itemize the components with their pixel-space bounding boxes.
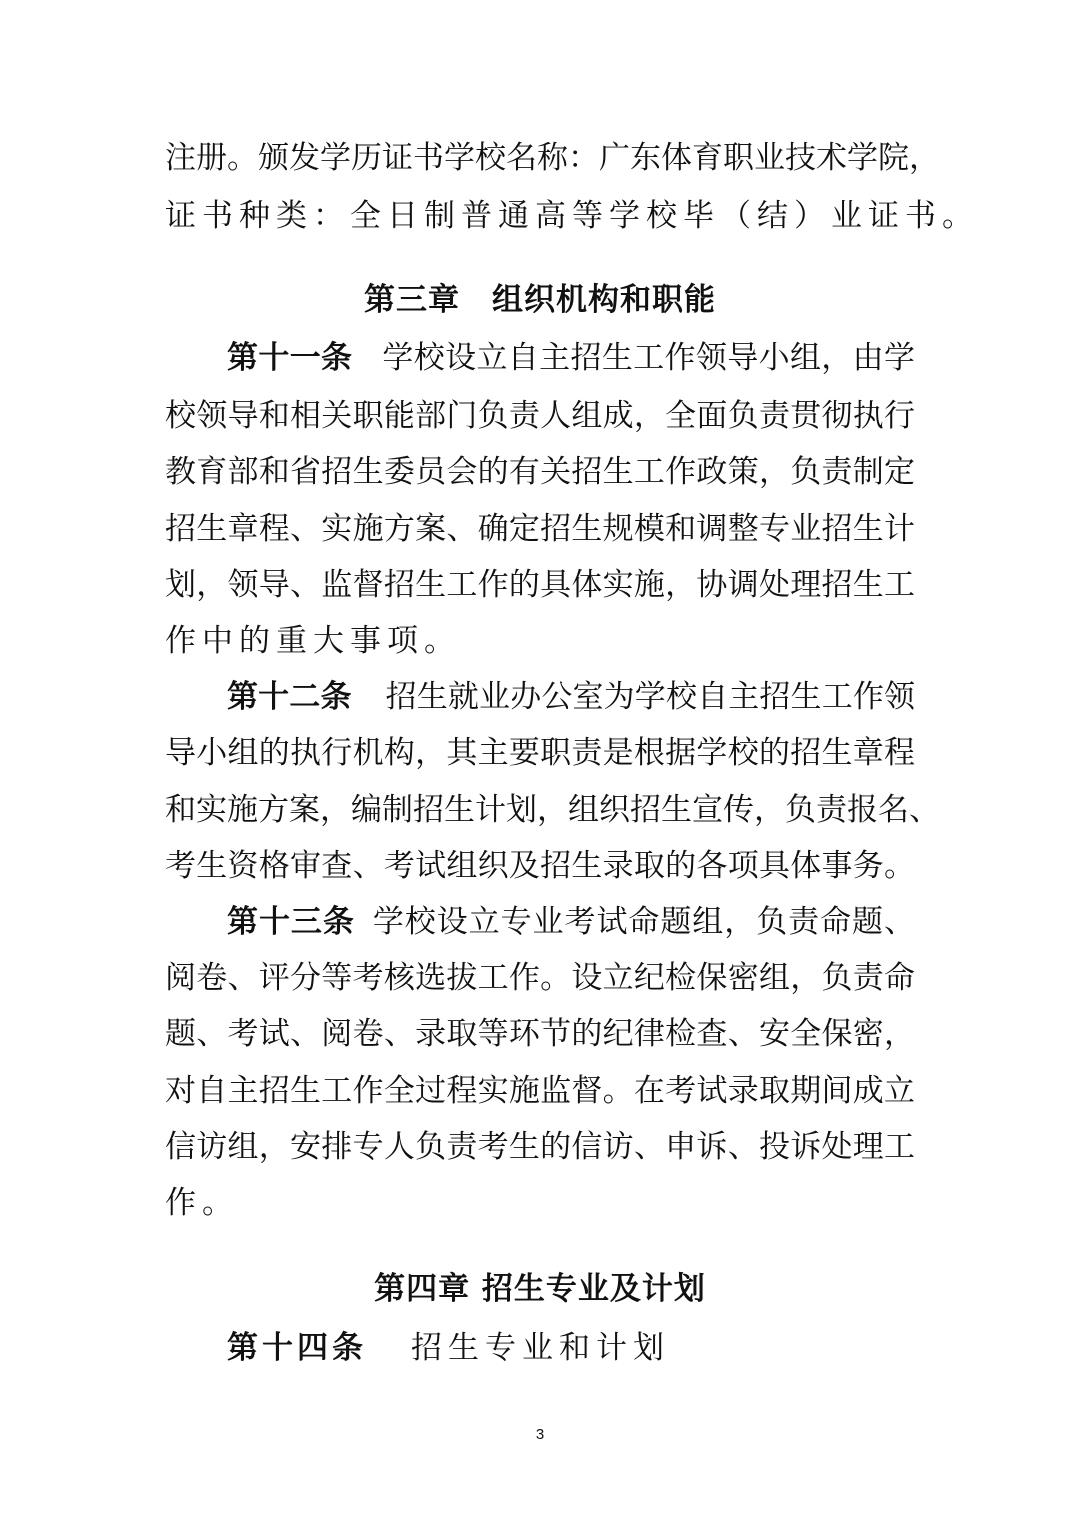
paragraph-line: 信访组，安排专人负责考生的信访、申诉、投诉处理工: [165, 1129, 915, 1165]
paragraph-line: 考生资格审查、考试组织及招生录取的各项具体事务。: [165, 848, 915, 884]
paragraph-line: 导小组的执行机构，其主要职责是根据学校的招生章程: [165, 735, 915, 771]
paragraph-line: 作中的重大事项。: [165, 623, 461, 659]
paragraph-line: 校领导和相关职能部门负责人组成，全面负责贯彻执行: [165, 398, 915, 434]
article-text: 学校设立自主招生工作领导小组，由学: [382, 340, 916, 376]
paragraph-line: 阅卷、评分等考核选拔工作。设立纪检保密组，负责命: [165, 960, 915, 996]
paragraph-line: 对自主招生工作全过程实施监督。在考试录取期间成立: [165, 1073, 915, 1109]
paragraph-line: 题、考试、阅卷、录取等环节的纪律检查、安全保密，: [165, 1016, 915, 1052]
paragraph-line: 证书种类：全日制普通高等学校毕（结）业证书。: [165, 198, 979, 234]
article-label: 第十三条: [227, 904, 355, 940]
paragraph-line: 作。: [165, 1185, 239, 1221]
article-first-line: [227, 897, 915, 947]
article-label: 第十一条: [227, 340, 353, 376]
paragraph-line: 和实施方案，编制招生计划，组织招生宣传，负责报名、: [165, 792, 940, 828]
article-label: 第十四条: [227, 1330, 367, 1366]
article-text: 招生专业和计划: [411, 1330, 670, 1366]
article-text: 招生就业办公室为学校自主招生工作领: [385, 679, 916, 715]
paragraph-line: 划，领导、监督招生工作的具体实施，协调处理招生工: [165, 567, 915, 603]
paragraph-line: 教育部和省招生委员会的有关招生工作政策，负责制定: [165, 454, 915, 490]
paragraph-line: 注册。颁发学历证书学校名称：广东体育职业技术学院，: [165, 140, 940, 176]
chapter-heading: 第四章 招生专业及计划: [374, 1271, 706, 1307]
page-number: 3: [535, 1426, 545, 1443]
paragraph-line: 招生章程、实施方案、确定招生规模和调整专业招生计: [165, 511, 915, 547]
article-first-line: [227, 672, 915, 722]
article-first-line: [227, 333, 915, 383]
article-label: 第十二条: [227, 679, 352, 715]
chapter-heading: 第三章 组织机构和职能: [364, 282, 716, 318]
article-text: 学校设立专业考试命题组，负责命题、: [372, 904, 916, 940]
article-first-line: [227, 1323, 915, 1373]
